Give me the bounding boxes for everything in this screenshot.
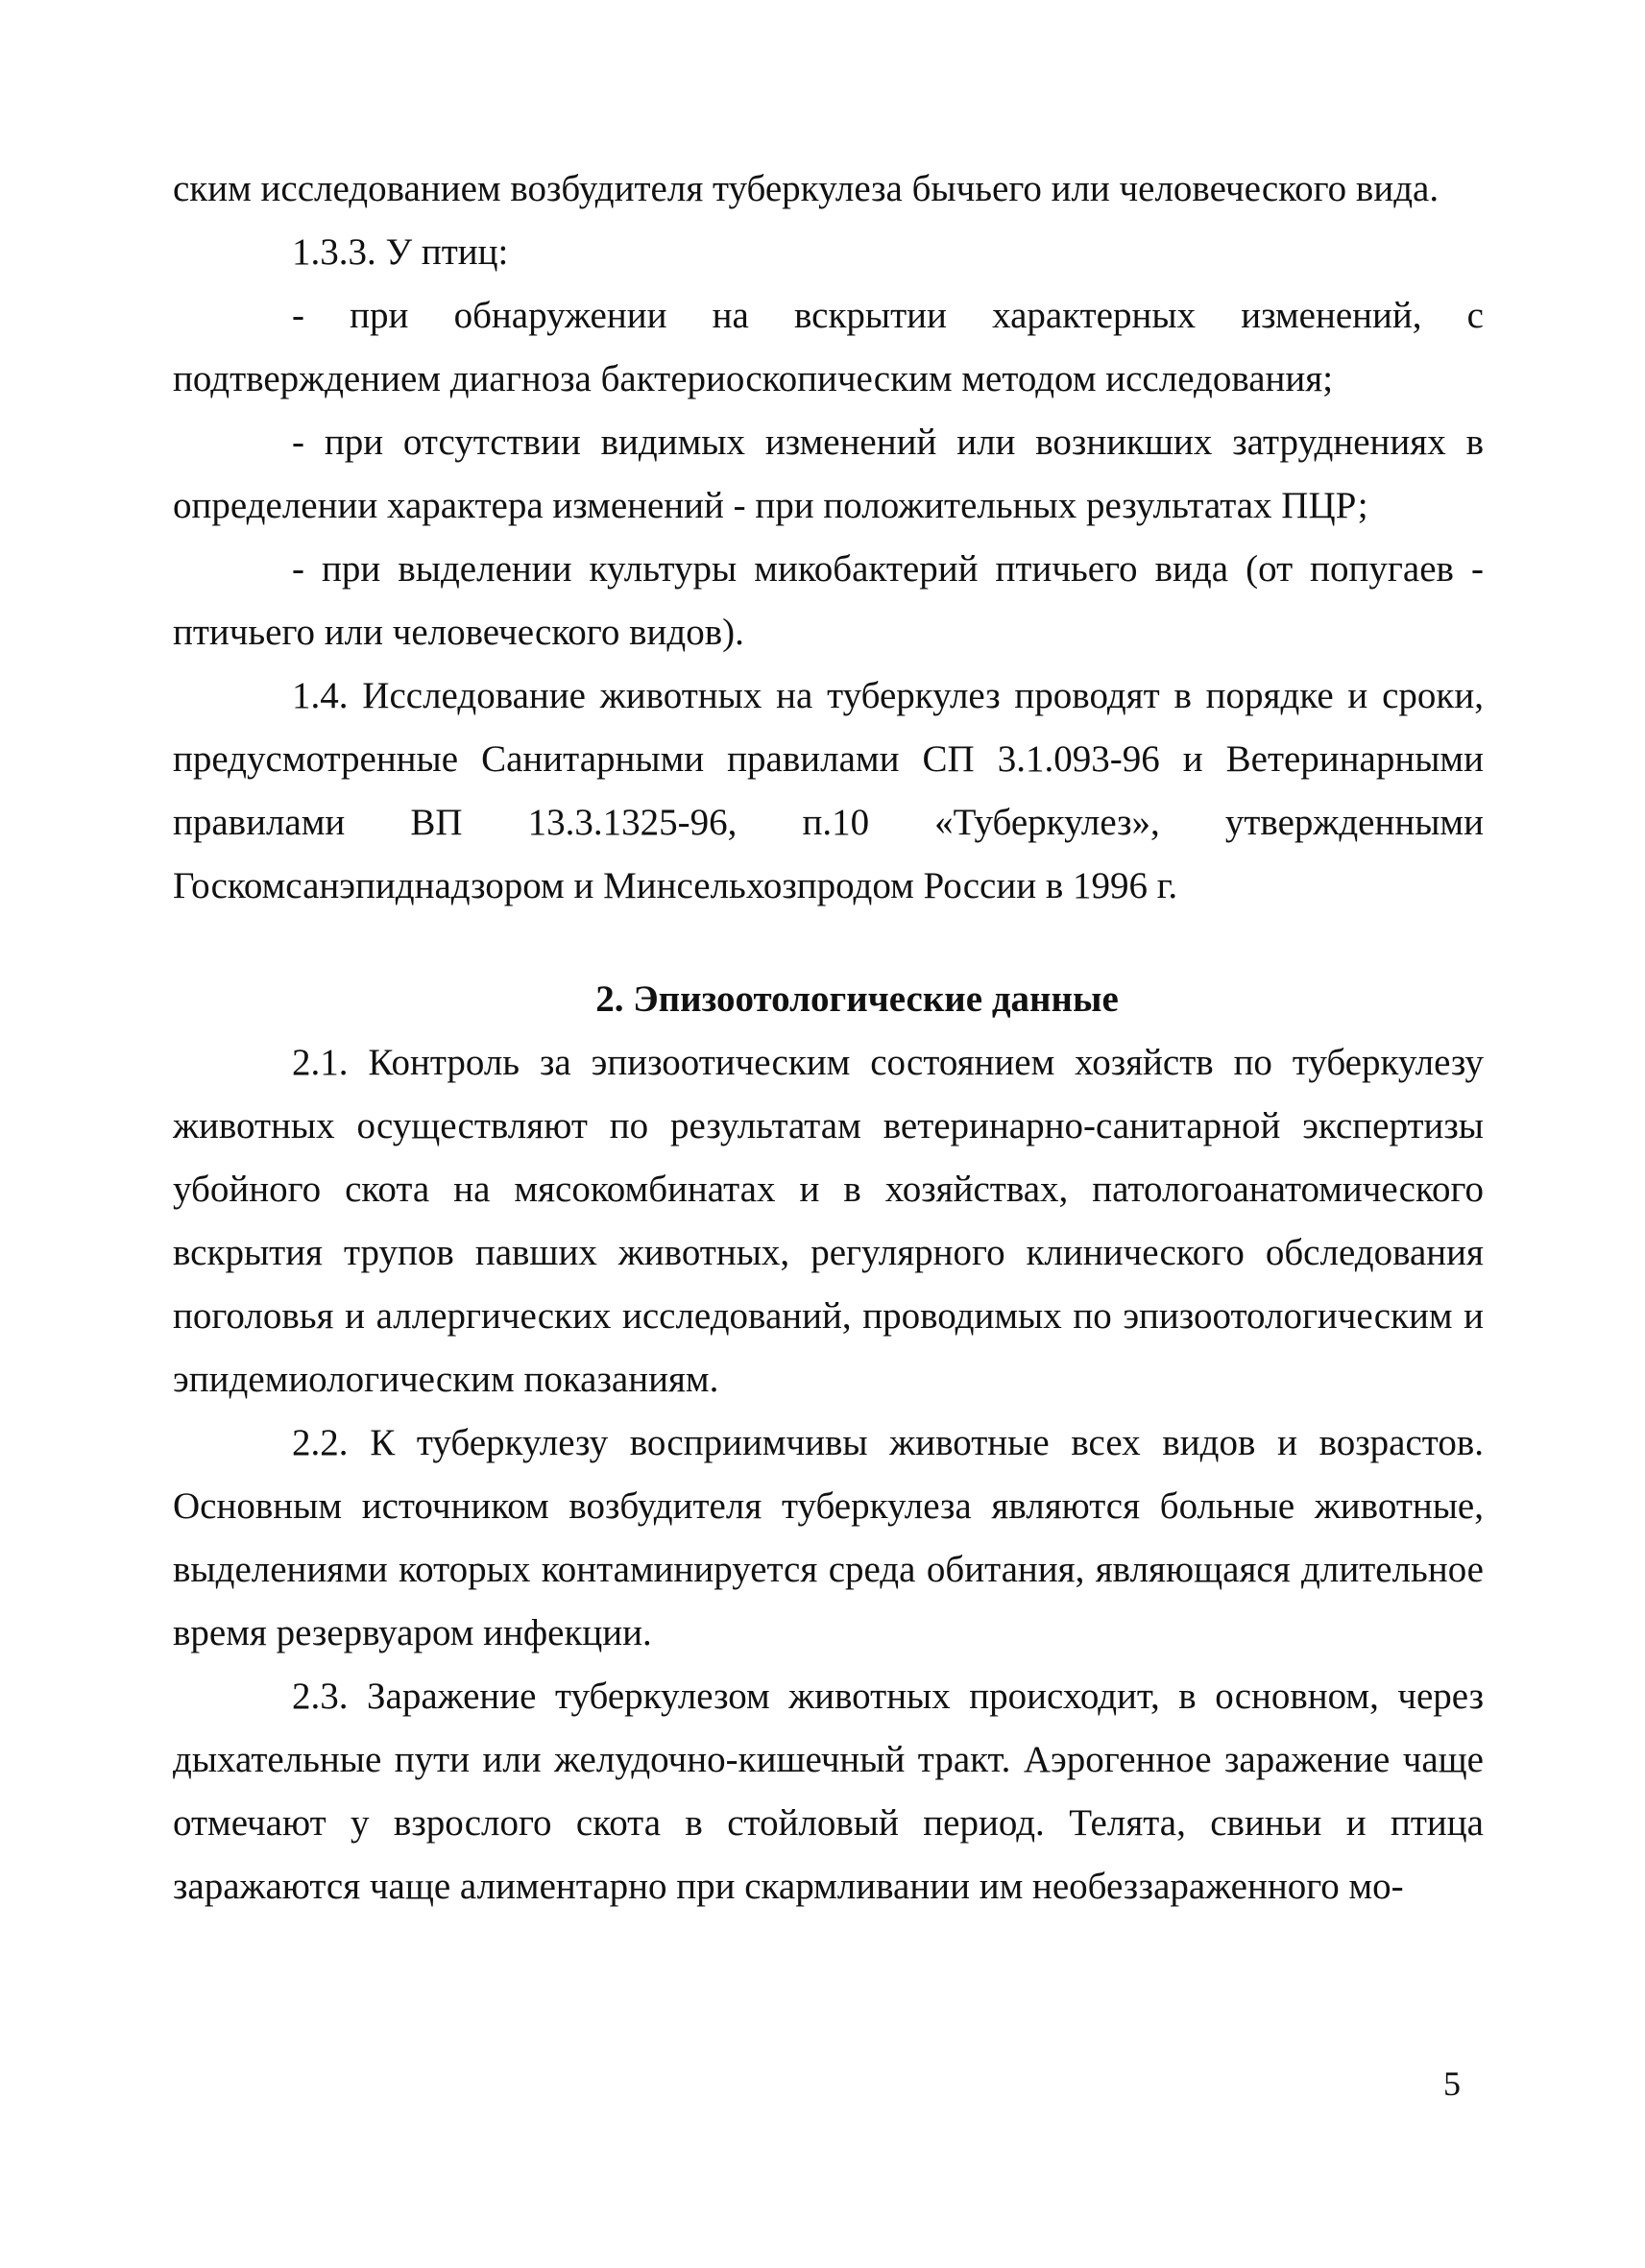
paragraph-birds-item-2: - при отсутствии видимых изменений или возникших затруднениях в определении характера изменений - при положительных результатах ПЦР; xyxy=(173,422,1484,526)
paragraph-1-4: 1.4. Исследование животных на туберкулез проводят в порядке и сроки, предусмотренные Санитарными правилами СП 3.1.093-96 и Ветеринарными правилами ВП 13.3.1325-96, п.10 «Туберкулез», утвержденными Госкомсанэпиднадзором и Минсельхозпродом России в 1996 г. xyxy=(173,675,1484,906)
section-spacer xyxy=(173,918,1484,968)
paragraph-2-3: 2.3. Заражение туберкулезом животных происходит, в основном, через дыхательные пути или желудочно-кишечный тракт. Аэрогенное заражение чаще отмечают у взрослого скота в стойловый период. Телята, свиньи и птица заражаются чаще алиментарно при скармливании им необеззараженного мо- xyxy=(173,1676,1484,1907)
document-body xyxy=(173,157,1484,1918)
paragraph-birds-item-3: - при выделении культуры микобактерий птичьего вида (от попугаев - птичьего или человеческого видов). xyxy=(173,548,1484,653)
paragraph-continuation: ским исследованием возбудителя туберкулеза бычьего или человеческого вида. xyxy=(173,168,1439,209)
section-heading: 2. Эпизоотологические данные xyxy=(595,978,1119,1020)
paragraph-2-1: 2.1. Контроль за эпизоотическим состоянием хозяйств по туберкулезу животных осуществляют по результатам ветеринарно-санитарной экспертизы убойного скота на мясокомбинатах и в хозяйствах, патологоанатомического вскрытия трупов павших животных, регулярного клинического обследования поголовья и аллергических исследований, проводимых по эпизоотологическим и эпидемиологическим показаниям. xyxy=(173,1042,1484,1400)
paragraph-birds-item-1: - при обнаружении на вскрытии характерных изменений, с подтверждением диагноза бактериоскопическим методом исследования; xyxy=(173,295,1484,399)
paragraph-1-3-3-title: 1.3.3. У птиц: xyxy=(292,231,509,273)
page-number: 5 xyxy=(1443,2064,1461,2103)
paragraph-2-2: 2.2. К туберкулезу восприимчивы животные всех видов и возрастов. Основным источником возбудителя туберкулеза являются больные животные, выделениями которых контаминируется среда обитания, являющаяся длительное время резервуаром инфекции. xyxy=(173,1422,1484,1653)
